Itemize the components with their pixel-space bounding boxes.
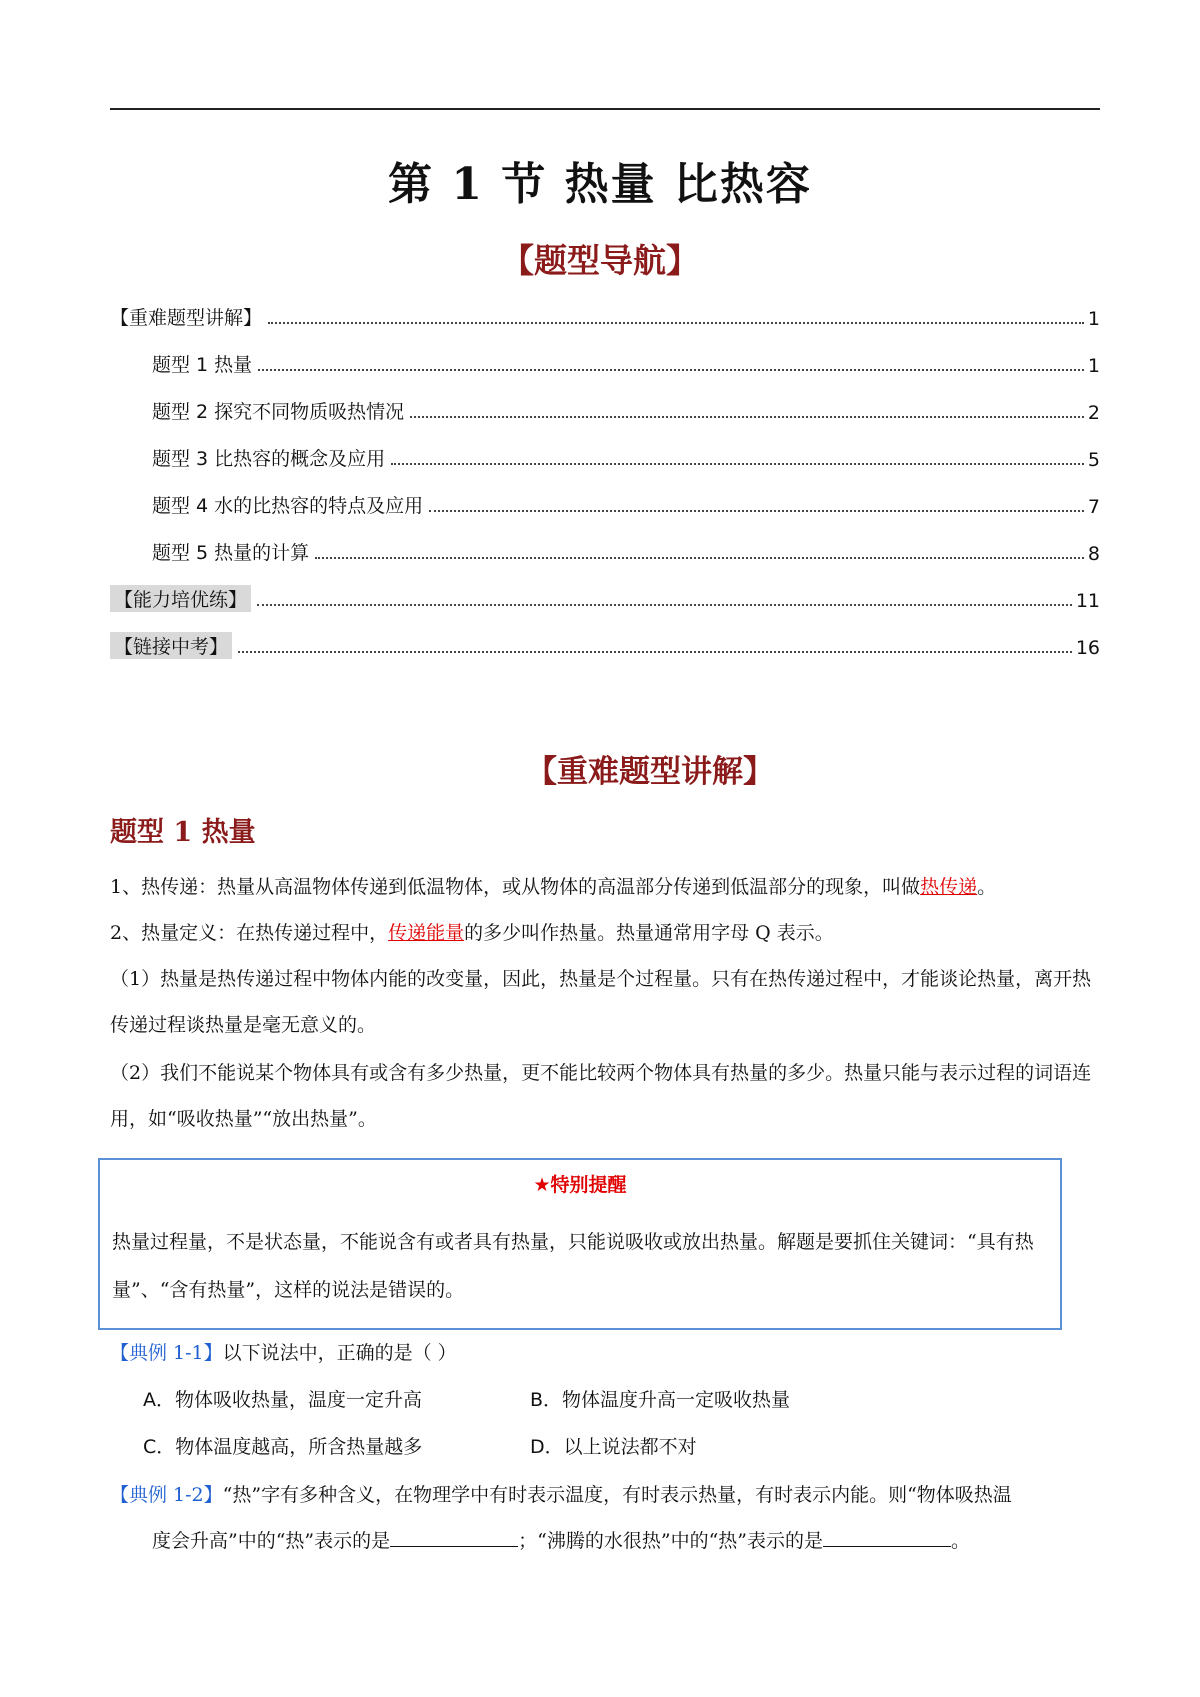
toc-label: 【能力培优练】 [110,585,251,612]
toc-item[interactable] [152,394,1100,424]
type-title: 题型 1 热量 [110,817,256,848]
answer-blank-2[interactable] [823,1526,951,1547]
option-letter: D． [530,1436,564,1458]
toc-page-number: 2 [1087,402,1100,424]
toc-label: 题型 2 探究不同物质吸热情况 [152,401,405,423]
option-letter: A． [143,1389,175,1411]
text: 。 [977,876,997,898]
toc-leader [258,369,1084,371]
paragraph-point-2: （2）我们不能说某个物体具有或含有多少热量，更不能比较两个物体具有热量的多少。热量只能与表示过程的词语连用，如“吸收热量”“放出热量”。 [110,1062,1092,1130]
toc-item[interactable] [110,629,1100,659]
option-c[interactable] [143,1432,422,1462]
option-d[interactable] [530,1432,697,1462]
toc-leader [410,416,1084,418]
toc-leader [315,557,1084,559]
special-reminder-box [98,1158,1062,1330]
keyword-highlight: 传递能量 [388,922,465,944]
option-letter: B． [530,1389,563,1411]
toc-leader [238,651,1072,653]
toc-page-number: 16 [1075,637,1100,659]
toc-item[interactable] [110,582,1100,612]
reminder-title: ★特别提醒 [533,1174,627,1196]
example-1-2-line2 [152,1518,1100,1564]
toc-label: 题型 3 比热容的概念及应用 [152,448,386,470]
example-1-1-question [110,1330,1100,1376]
toc-page-number: 7 [1087,496,1100,518]
option-a[interactable] [143,1385,422,1415]
option-letter: C． [143,1436,176,1458]
toc-item[interactable] [110,300,1100,330]
keyword-highlight: 热传递 [920,876,978,898]
option-text: 物体吸收热量，温度一定升高 [175,1389,423,1411]
toc-item[interactable] [152,488,1100,518]
option-text: 以上说法都不对 [563,1436,697,1458]
question-text: ；“沸腾的水很热”中的“热”表示的是 [518,1530,824,1552]
paragraph-heat-transfer [110,864,1100,910]
toc-label: 题型 4 水的比热容的特点及应用 [152,495,424,517]
toc-leader [268,322,1084,324]
toc-page-number: 1 [1087,308,1100,330]
toc-label: 【重难题型讲解】 [110,307,263,329]
toc-page-number: 1 [1087,355,1100,377]
nav-title: 【题型导航】 [501,241,699,280]
text: 2、热量定义：在热传递过程中， [110,922,389,944]
toc-leader [391,463,1084,465]
toc-label: 题型 5 热量的计算 [152,542,310,564]
toc-label: 【链接中考】 [110,632,232,659]
toc-label: 题型 1 热量 [152,354,253,376]
text: 1、热传递：热量从高温物体传递到低温物体，或从物体的高温部分传递到低温部分的现象，叫做 [110,876,921,898]
toc-leader [257,604,1072,606]
text: 的多少叫作热量。热量通常用字母 Q 表示。 [464,922,834,944]
toc-leader [429,510,1084,512]
toc-page-number: 5 [1087,449,1100,471]
toc-page-number: 11 [1075,590,1100,612]
page-title: 第 1 节 热量 比热容 [388,159,812,210]
toc-item[interactable] [152,347,1100,377]
example-tag: 【典例 1-1】 [110,1342,223,1364]
example-1-2-line1 [110,1472,1100,1518]
toc-page-number: 8 [1087,543,1100,565]
question-text: “热”字有多种含义，在物理学中有时表示温度，有时表示热量，有时表示内能。则“物体吸热温 [222,1484,1012,1506]
question-text: 。 [951,1530,971,1552]
option-text: 物体温度越高，所含热量越多 [175,1436,423,1458]
toc-item[interactable] [152,441,1100,471]
paragraph-heat-definition [110,910,1100,956]
question-text: 度会升高”中的“热”表示的是 [152,1530,391,1552]
question-text: 以下说法中，正确的是（ ） [222,1342,457,1364]
paragraph-point-1: （1）热量是热传递过程中物体内能的改变量，因此，热量是个过程量。只有在热传递过程中，才能谈论热量，离开热传递过程谈热量是毫无意义的。 [110,968,1092,1036]
toc-item[interactable] [152,535,1100,565]
option-b[interactable] [530,1385,790,1415]
header-rule [110,108,1100,110]
answer-blank-1[interactable] [390,1526,518,1547]
section-title: 【重难题型讲解】 [526,754,774,790]
reminder-text: 热量过程量，不是状态量，不能说含有或者具有热量，只能说吸收或放出热量。解题是要抓住关键词：“具有热量”、“含有热量”，这样的说法是错误的。 [112,1231,1034,1301]
option-text: 物体温度升高一定吸收热量 [562,1389,791,1411]
example-tag: 【典例 1-2】 [110,1484,223,1506]
